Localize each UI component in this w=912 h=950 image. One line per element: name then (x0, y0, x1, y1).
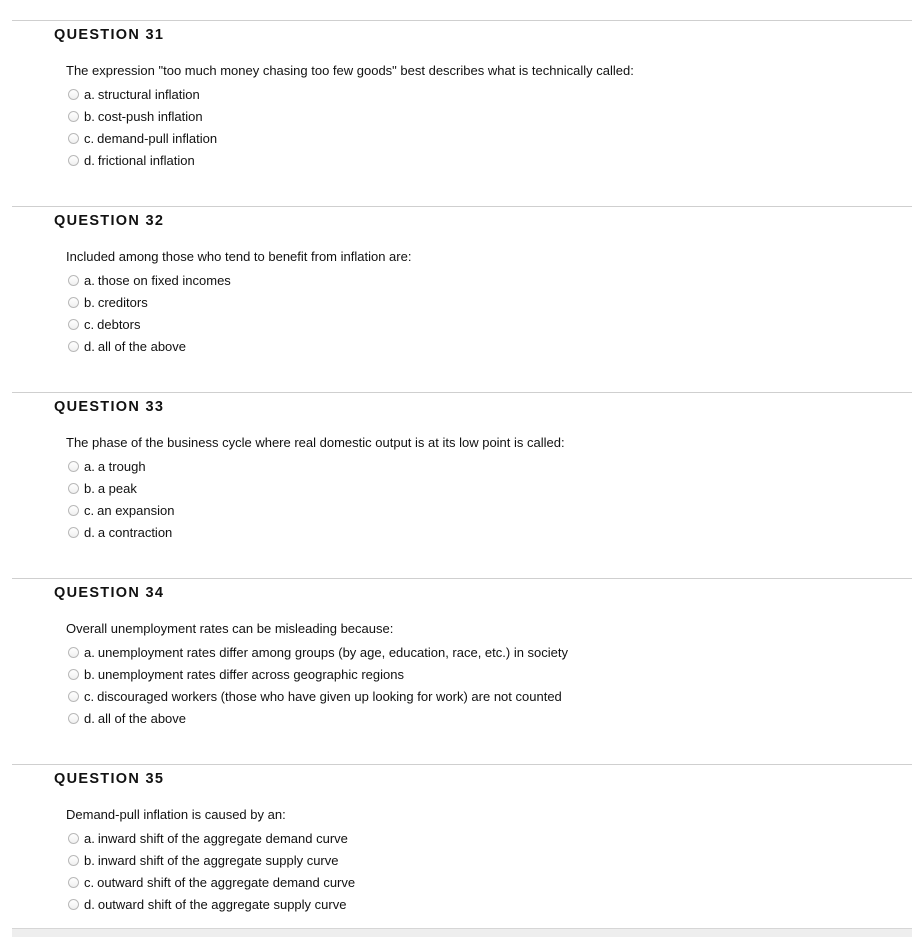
question-title: QUESTION 35 (54, 771, 165, 787)
question-title: QUESTION 31 (54, 27, 165, 43)
option-label: all of the above (97, 338, 187, 354)
option-b[interactable] (68, 477, 174, 499)
radio-button[interactable] (68, 297, 79, 308)
option-label: inward shift of the aggregate demand curve (97, 830, 348, 846)
option-b[interactable] (68, 663, 568, 685)
radio-button[interactable] (68, 833, 79, 844)
radio-button[interactable] (68, 461, 79, 472)
question-title: QUESTION 34 (54, 585, 165, 601)
option-letter: d. (84, 338, 95, 354)
option-c[interactable] (68, 685, 568, 707)
radio-button[interactable] (68, 899, 79, 910)
radio-button[interactable] (68, 713, 79, 724)
question-34 (0, 578, 912, 764)
option-label: unemployment rates differ among groups (by age, education, race, etc.) in society (97, 644, 569, 660)
radio-button[interactable] (68, 133, 79, 144)
question-text: The expression "too much money chasing too few goods" best describes what is technically called: (66, 63, 634, 78)
option-b[interactable] (68, 291, 231, 313)
option-letter: a. (84, 830, 95, 846)
question-text: Demand-pull inflation is caused by an: (66, 807, 286, 822)
option-letter: d. (84, 896, 95, 912)
option-c[interactable] (68, 499, 174, 521)
question-text: The phase of the business cycle where real domestic output is at its low point is called: (66, 435, 565, 450)
question-31 (0, 20, 912, 206)
option-label: a peak (97, 480, 137, 496)
option-label: inward shift of the aggregate supply curve (97, 852, 339, 868)
question-text: Overall unemployment rates can be misleading because: (66, 621, 394, 636)
question-divider (12, 764, 912, 765)
question-divider (12, 206, 912, 207)
radio-button[interactable] (68, 89, 79, 100)
option-a[interactable] (68, 827, 355, 849)
option-label: frictional inflation (97, 152, 195, 168)
option-label: cost-push inflation (97, 108, 203, 124)
radio-button[interactable] (68, 319, 79, 330)
option-a[interactable] (68, 455, 174, 477)
option-label: those on fixed incomes (97, 272, 231, 288)
option-d[interactable] (68, 149, 217, 171)
question-title: QUESTION 33 (54, 399, 165, 415)
option-letter: c. (84, 316, 95, 332)
option-letter: b. (84, 294, 95, 310)
option-label: demand-pull inflation (97, 130, 218, 146)
option-letter: c. (84, 874, 95, 890)
option-letter: c. (84, 502, 95, 518)
option-a[interactable] (68, 83, 217, 105)
radio-button[interactable] (68, 275, 79, 286)
option-letter: b. (84, 108, 95, 124)
radio-button[interactable] (68, 647, 79, 658)
option-c[interactable] (68, 127, 217, 149)
question-35 (0, 764, 912, 950)
radio-button[interactable] (68, 527, 79, 538)
option-label: outward shift of the aggregate supply curve (97, 896, 347, 912)
radio-button[interactable] (68, 341, 79, 352)
question-32 (0, 206, 912, 392)
radio-button[interactable] (68, 855, 79, 866)
option-b[interactable] (68, 849, 355, 871)
radio-button[interactable] (68, 669, 79, 680)
question-divider (12, 20, 912, 21)
option-label: discouraged workers (those who have given up looking for work) are not counted (97, 688, 562, 704)
option-b[interactable] (68, 105, 217, 127)
option-letter: d. (84, 710, 95, 726)
option-c[interactable] (68, 313, 231, 335)
option-letter: b. (84, 666, 95, 682)
option-letter: d. (84, 524, 95, 540)
radio-button[interactable] (68, 691, 79, 702)
option-label: a contraction (97, 524, 173, 540)
option-letter: d. (84, 152, 95, 168)
option-label: all of the above (97, 710, 187, 726)
radio-button[interactable] (68, 483, 79, 494)
question-divider (12, 578, 912, 579)
option-letter: c. (84, 688, 95, 704)
option-label: creditors (97, 294, 148, 310)
answer-options (68, 455, 174, 543)
option-label: debtors (97, 316, 141, 332)
radio-button[interactable] (68, 877, 79, 888)
option-d[interactable] (68, 893, 355, 915)
radio-button[interactable] (68, 155, 79, 166)
radio-button[interactable] (68, 111, 79, 122)
option-d[interactable] (68, 335, 231, 357)
option-d[interactable] (68, 707, 568, 729)
option-label: structural inflation (97, 86, 200, 102)
option-a[interactable] (68, 269, 231, 291)
answer-options (68, 83, 217, 171)
question-title: QUESTION 32 (54, 213, 165, 229)
option-label: a trough (97, 458, 146, 474)
question-divider (12, 392, 912, 393)
answer-options (68, 269, 231, 357)
option-letter: a. (84, 458, 95, 474)
option-letter: a. (84, 272, 95, 288)
question-33 (0, 392, 912, 578)
question-text: Included among those who tend to benefit from inflation are: (66, 249, 412, 264)
option-letter: a. (84, 644, 95, 660)
option-label: unemployment rates differ across geographic regions (97, 666, 404, 682)
option-letter: b. (84, 852, 95, 868)
option-label: outward shift of the aggregate demand curve (97, 874, 356, 890)
option-letter: b. (84, 480, 95, 496)
option-label: an expansion (97, 502, 175, 518)
option-d[interactable] (68, 521, 174, 543)
option-letter: c. (84, 130, 95, 146)
option-c[interactable] (68, 871, 355, 893)
option-a[interactable] (68, 641, 568, 663)
option-letter: a. (84, 86, 95, 102)
answer-options (68, 827, 355, 915)
answer-options (68, 641, 568, 729)
radio-button[interactable] (68, 505, 79, 516)
